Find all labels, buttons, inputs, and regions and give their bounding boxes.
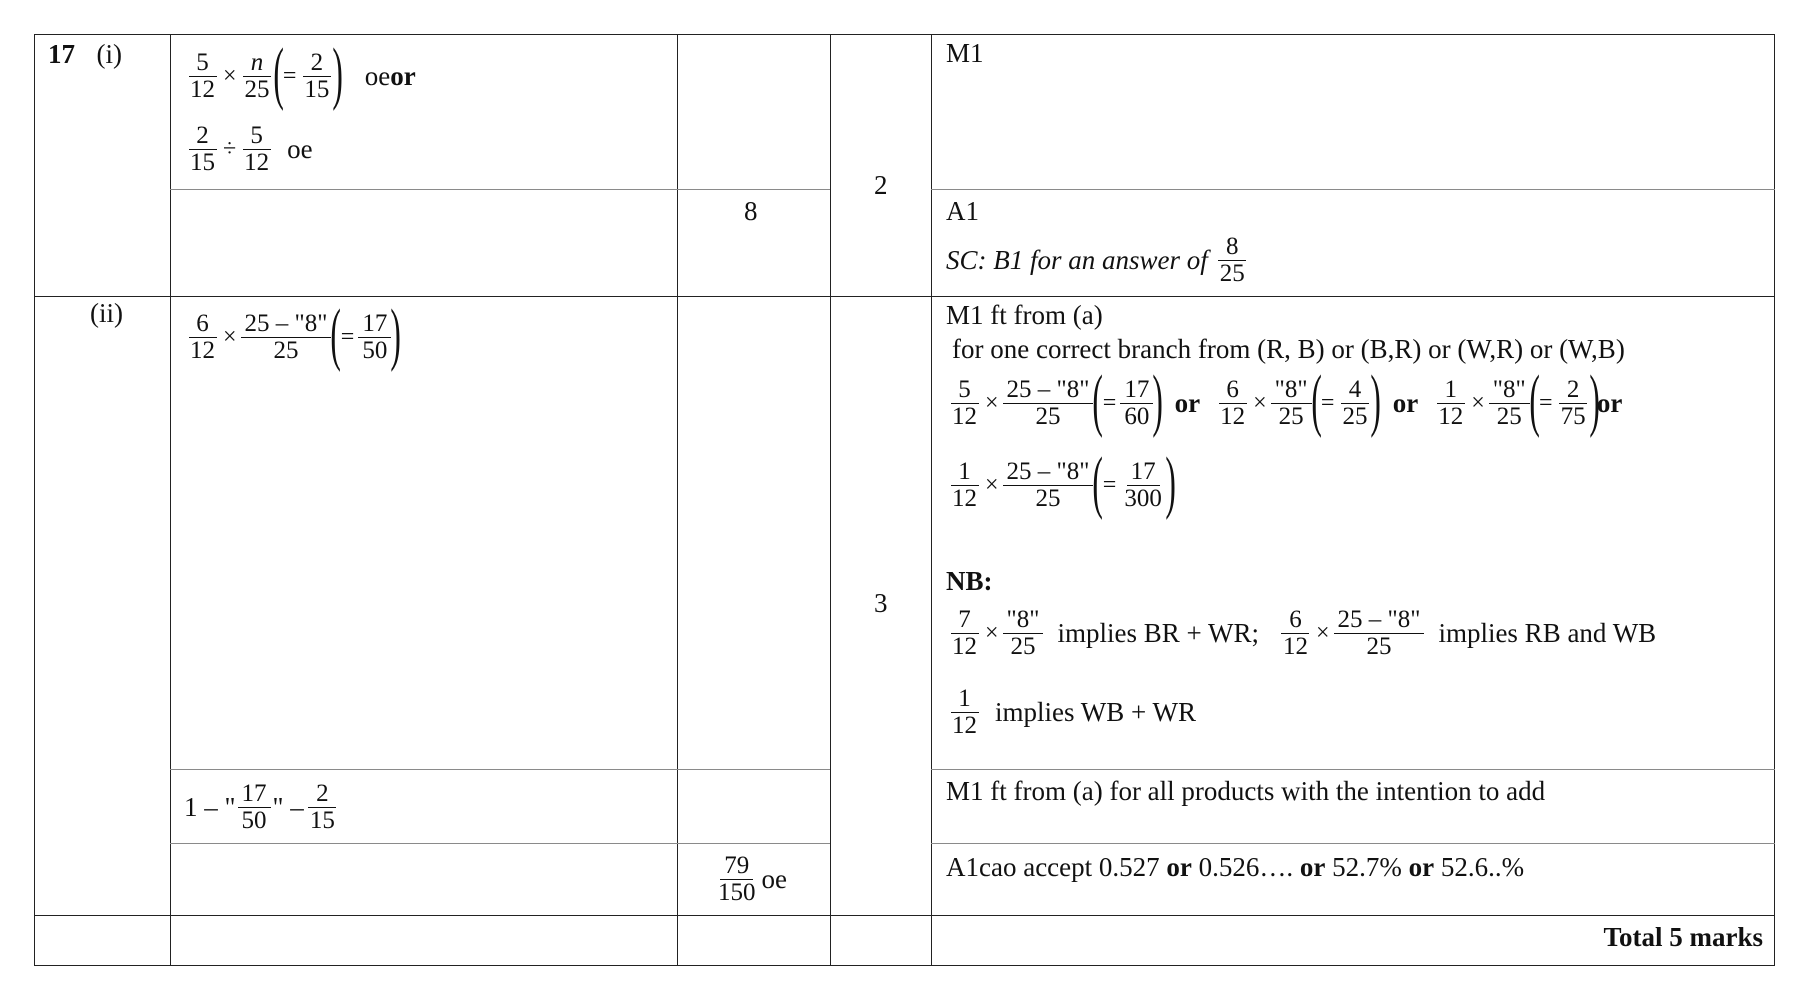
one-minus: 1 – " [184,792,236,822]
fraction: $\frac{25 - "8"}{25}$ [1003,377,1094,430]
fraction: $\frac{5}{12}$ [190,48,215,103]
row-divider [170,189,830,190]
mark-scheme-table [34,34,1775,966]
nb-label: NB: [946,566,993,596]
fraction: $\frac{1}{12}$ [1438,375,1464,430]
total-marks: Total 5 marks [1603,922,1763,952]
fraction: $\frac{"8"}{25}$ [1489,377,1530,430]
implies-text: implies BR + WR; [1057,618,1259,648]
part-ii-label: (ii) [90,298,123,328]
part-ii-branch-products: $\frac{5}{12}$ × $\frac{25 - "8"}{25}$ ( = $\frac{17}{60}$ ) or $\frac{6}{12}$ × $\frac{"8"}{25}$ ( = $\frac{4}{25}$ ) or $\frac{1}{12}$ × $\frac{"8"}{25}$ ( = $\frac{2}{75}$ ) or [946,368,1622,438]
oe-text: oe [761,864,787,894]
or-text: or [1392,388,1419,418]
part-i-working-1 [184,38,416,114]
row-divider [931,189,1775,190]
fraction: $\frac{1}{12}$ [952,457,977,512]
nb-line-1: $\frac{7}{12}$ × $\frac{"8"}{25}$ implies BR + WR; $\frac{6}{12}$ × $\frac{25 - "8"}{25}$ implies RB and WB [946,598,1656,668]
fraction: $\frac{7}{12}$ [952,605,977,660]
fraction: $\frac{"8"}{25}$ [1003,607,1044,660]
bracket-group: ( = $\frac{2}{75}$ ) [1532,368,1597,438]
part-ii-marks: 3 [874,588,888,618]
fraction: $\frac{6}{12}$ [1220,375,1246,430]
implies-text: implies WB + WR [995,697,1196,727]
row-divider [931,843,1775,844]
bracket-group: ( = $\frac{4}{25}$ ) [1314,368,1379,438]
part-ii-note-m1b: M1 ft from (a) for all products with the intention to add [946,776,1546,806]
bracket-group: ( = $\frac{17}{50}$ ) [333,302,398,372]
sc-text: SC: B1 for an answer of [946,245,1208,275]
part-ii-note-m1: M1 ft from (a) [946,300,1103,330]
fraction: $\frac{5}{12}$ [244,121,270,176]
fraction: $\frac{25 - "8"}{25}$ [1334,607,1425,660]
fraction: $\frac{6}{12}$ [190,309,215,364]
fraction: $\frac{25 - "8"}{25}$ [1003,459,1094,512]
fraction: $\frac{25 - "8"}{25}$ [241,311,332,364]
col-divider [830,34,831,966]
bracket-group: ( = $\frac{17}{300}$ ) [1095,450,1173,520]
nb-line-2 [946,680,1196,744]
col-divider [170,34,171,966]
bracket-group: ( = $\frac{17}{60}$ ) [1095,368,1160,438]
part-ii-branch-products-2: $\frac{1}{12}$ × $\frac{25 - "8"}{25}$ ( = $\frac{17}{300}$ ) [946,450,1173,520]
fraction: $\frac{79}{150}$ [718,851,756,906]
part-ii-note-a1: A1cao accept 0.527 or 0.526…. or 52.7% or 52.6..% [946,852,1525,882]
part-ii-working-1 [184,302,399,372]
oe-text: oe [364,61,391,91]
fraction: $\frac{2}{15}$ [309,779,335,834]
fraction: $\frac{n}{25}$ [244,48,270,103]
question-number-text: 17 [48,39,75,69]
or-text: or [1174,388,1201,418]
fraction: $\frac{6}{12}$ [1282,605,1308,660]
row-divider [170,769,830,770]
fraction: $\frac{1}{12}$ [952,684,977,739]
times-sign: × [223,63,237,89]
col-divider [677,34,678,966]
part-i-answer: 8 [744,196,758,226]
col-divider [931,34,932,966]
part-i-label: (i) [96,39,122,69]
times-sign: × [223,324,237,350]
or-text: or [390,61,416,91]
part-ii-working-2 [184,774,341,840]
row-divider [34,915,1775,916]
part-i-note-sc [946,228,1251,292]
row-divider [931,769,1775,770]
bracket-group: ( = $\frac{2}{15}$ ) [276,41,341,111]
part-ii-answer [712,846,787,912]
minus-sign: " – [272,792,304,822]
part-i-note-a1: A1 [946,196,979,226]
part-ii-note-branch: for one correct branch from (R, B) or (B,R) or (W,R) or (W,B) [952,334,1625,364]
implies-text: implies RB and WB [1438,618,1657,648]
part-i-marks: 2 [874,170,888,200]
part-i-note-m1: M1 [946,38,984,68]
or-text: or [1596,388,1623,418]
fraction: $\frac{17}{50}$ [238,781,271,834]
fraction: $\frac{8}{25}$ [1219,232,1245,287]
part-i-working-2 [184,116,313,182]
oe-text: oe [287,134,313,164]
question-number [48,39,122,69]
fraction: $\frac{"8"}{25}$ [1271,377,1312,430]
row-divider [170,843,830,844]
fraction: $\frac{2}{15}$ [190,121,215,176]
fraction: $\frac{5}{12}$ [952,375,977,430]
divide-sign: ÷ [223,136,237,162]
row-divider [34,296,1775,297]
